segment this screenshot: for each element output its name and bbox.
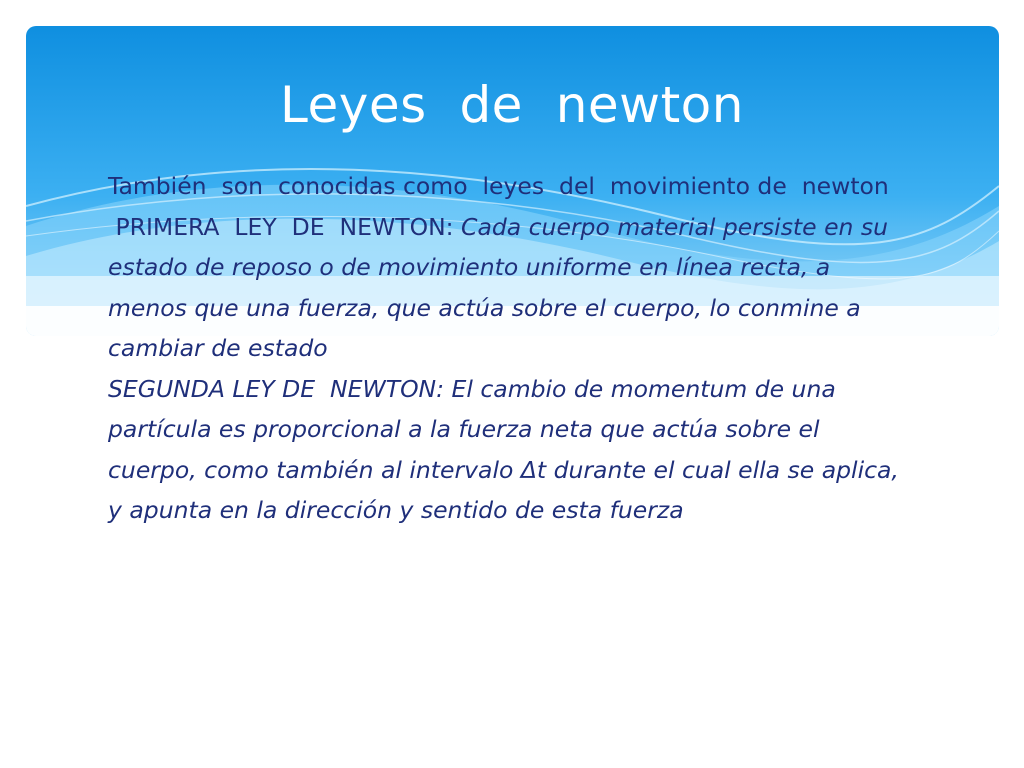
paragraph-intro (108, 166, 908, 207)
slide-body (108, 166, 908, 531)
paragraph-second-law (108, 369, 908, 531)
slide-title: Leyes de newton (280, 76, 744, 134)
paragraph-first-law (108, 207, 908, 369)
second-law-text: SEGUNDA LEY DE NEWTON: El cambio de momentum de una partícula es proporcional a la fuerza neta que actúa sobre el cuerpo, como también al intervalo Δt durante el cual ella se aplica, y apunta en la dirección y sentido de esta fuerza (108, 374, 907, 524)
first-law-heading: PRIMERA LEY DE NEWTON: (108, 212, 462, 241)
first-law-text: Cada cuerpo material persiste en su estado de reposo o de movimiento uniforme en línea recta, a menos que una fuerza, que actúa sobre el cuerpo, lo conmine a cambiar de estado (108, 212, 896, 362)
paragraph-intro-text: También son conocidas como leyes del movimiento de newton (108, 172, 889, 200)
